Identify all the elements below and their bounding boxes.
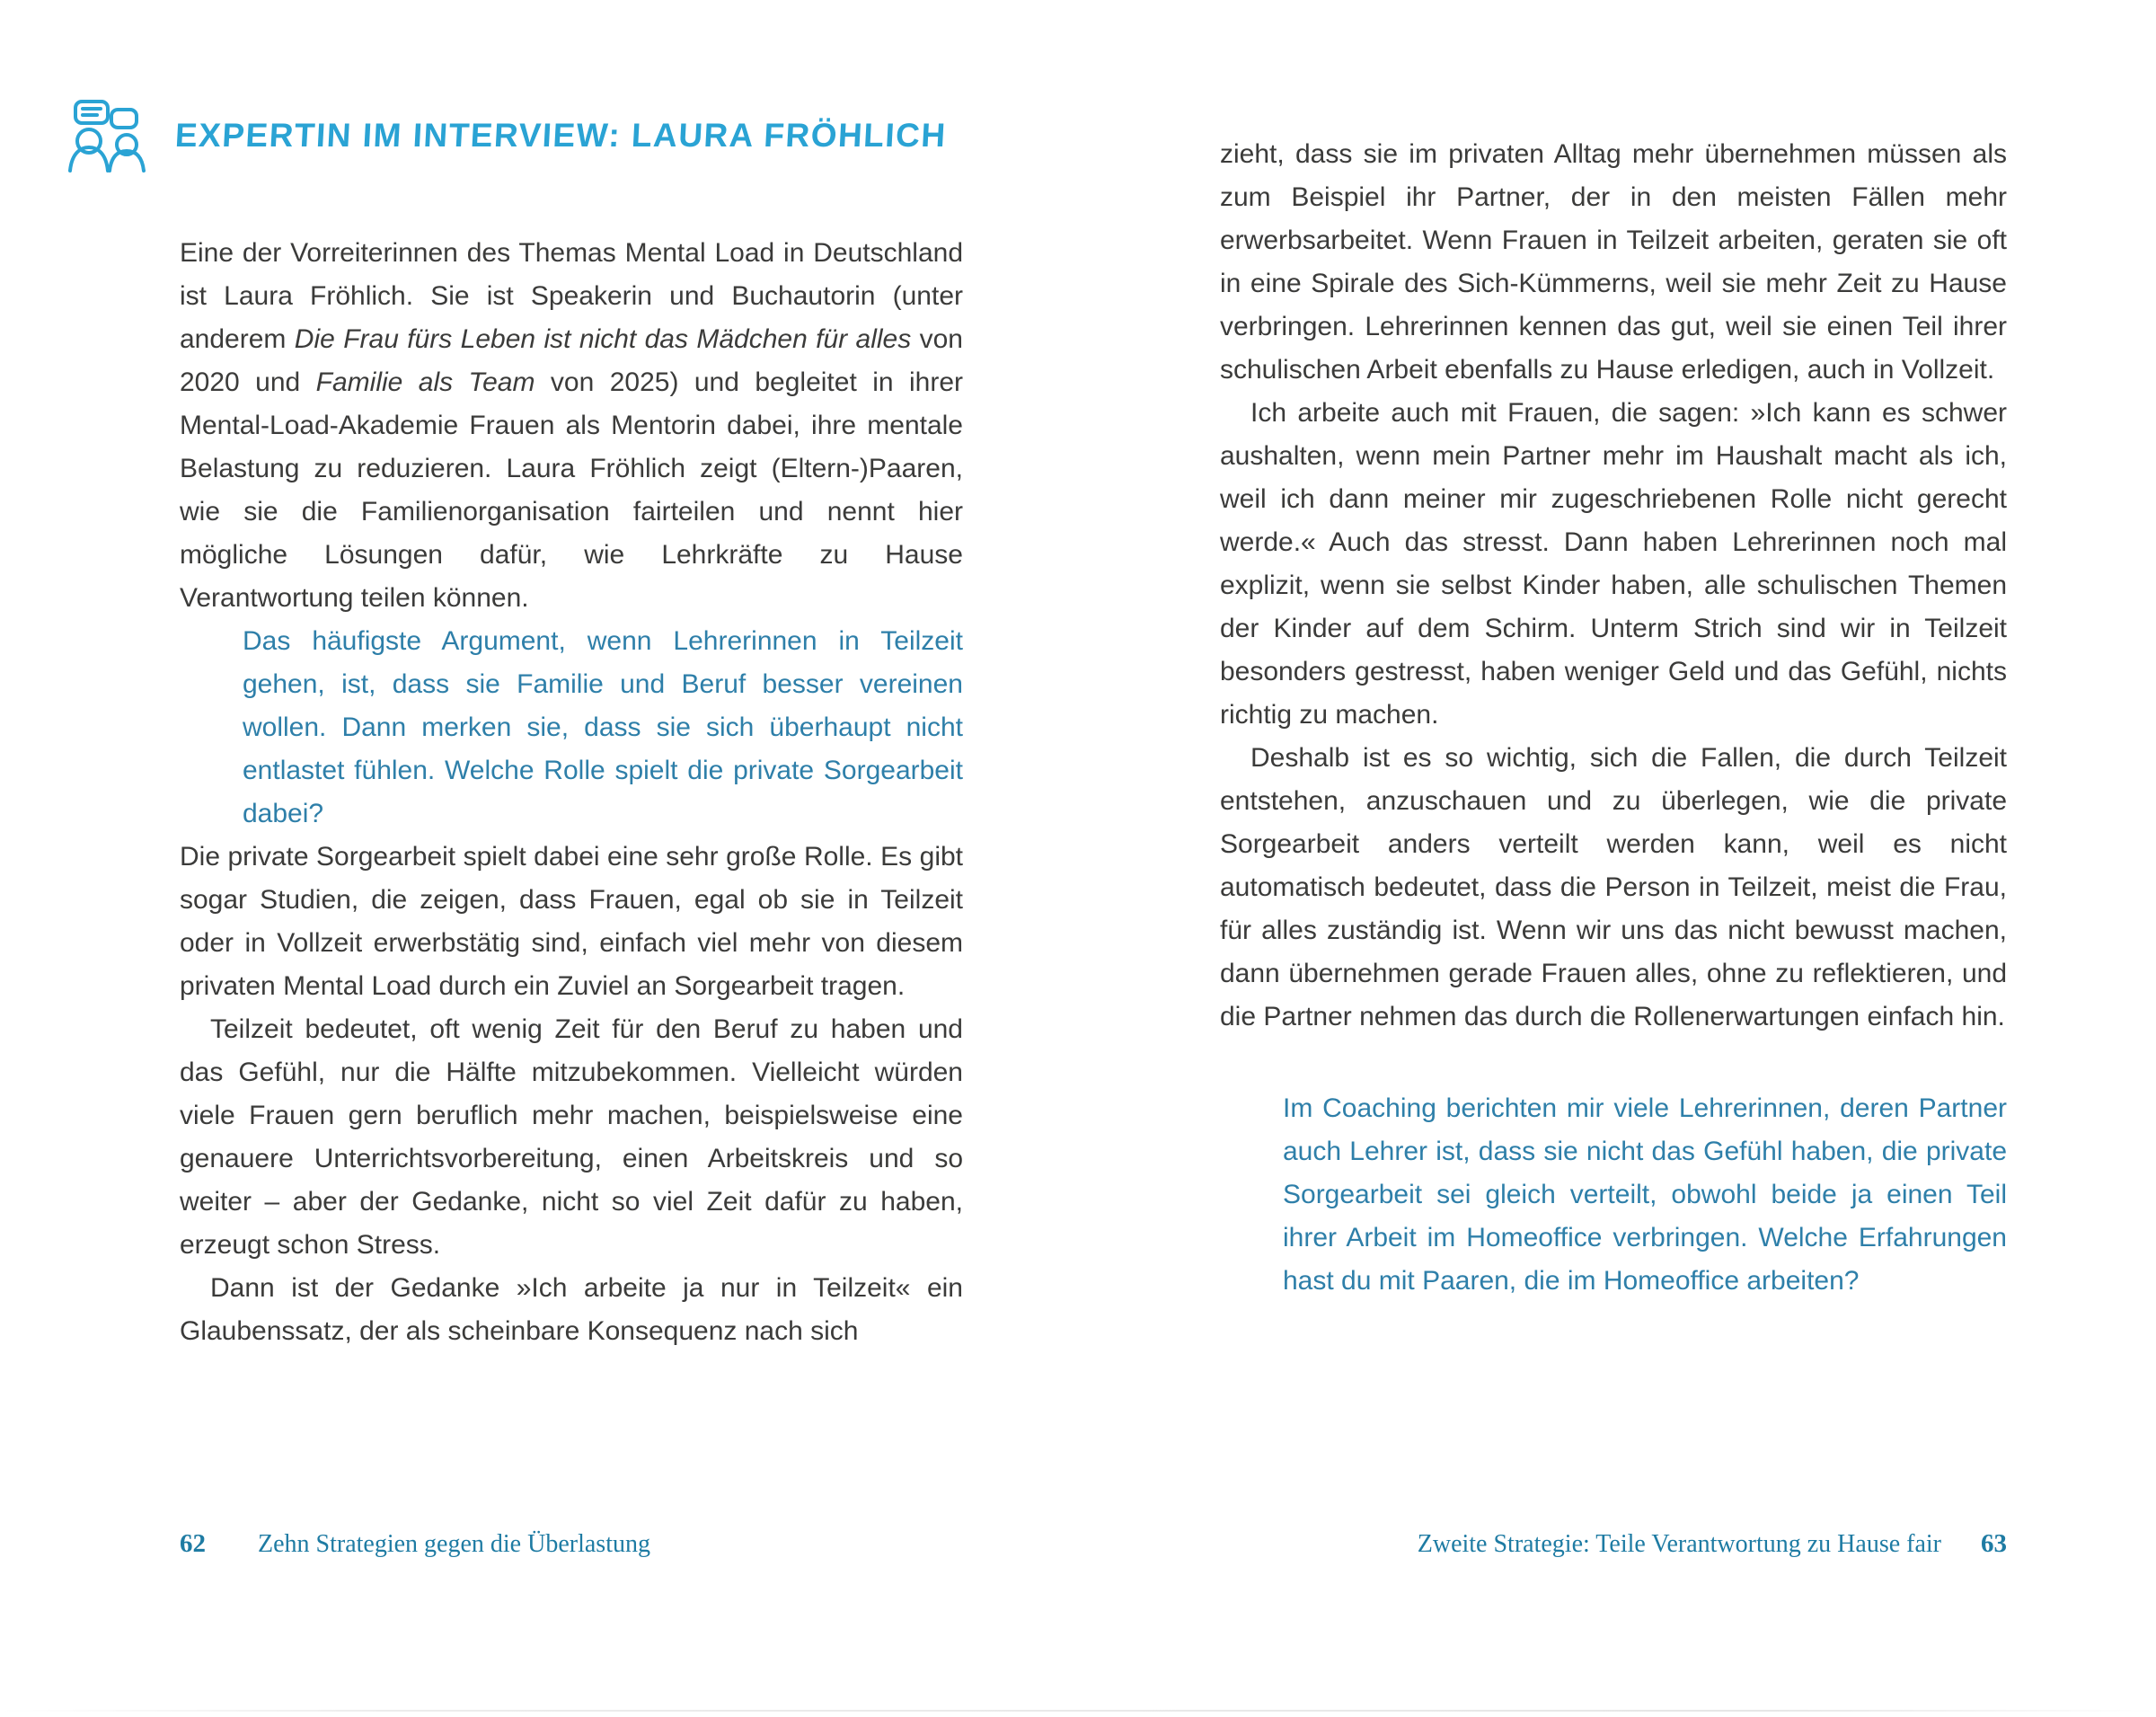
continuation-paragraph: zieht, dass sie im privaten Alltag mehr übernehmen müssen als zum Beispiel ihr Partner, der in den meisten Fällen mehr erwerbsarbeitet. Wenn Frauen in Teilzeit arbeiten, geraten sie oft in eine Spirale des Sich-Kümmerns, weil sie mehr Zeit zu Hause verbringen. Lehrerinnen kennen das gut, weil sie einen Teil ihrer schulischen Arbeit ebenfalls zu Hause erledigen, auch in Vollzeit. xyxy=(1220,139,2007,385)
chapter-title-left: Zehn Strategien gegen die Überlastung xyxy=(258,1530,650,1558)
page-edge-shadow xyxy=(0,1710,2156,1712)
answer-paragraph: Ich arbeite auch mit Frauen, die sagen: »Ich kann es schwer aushalten, wenn mein Partner mehr im Haushalt macht als ich, weil ich dann meiner mir zugeschriebenen Rolle nicht gerecht werde.« Auch das stresst. Dann haben Lehrerinnen noch mal explizit, wenn sie selbst Kinder haben, alle schulischen Themen der Kinder auf dem Schirm. Unterm Strich sind wir in Teilzeit besonders gestresst, haben weniger Geld und das Gefühl, nichts richtig zu machen. xyxy=(1220,398,2007,730)
interview-question-1: Das häufigste Argument, wenn Lehrerinnen in Teilzeit gehen, ist, dass sie Familie und Beruf besser vereinen wollen. Dann merken sie, dass sie sich überhaupt nicht entlastet fühlen. Welche Rolle spielt die private Sorgearbeit dabei? xyxy=(243,626,963,828)
intro-paragraph: Eine der Vorreiterinnen des Themas Mental Load in Deutschland ist Laura Fröhlich. Sie ist Speakerin und Buchautorin (unter anderem Die Frau fürs Leben ist nicht das Mädchen für alles von 2020 und Familie als Team von 2025) und begleitet in ihrer Mental-Load-Akademie Frauen als Mentorin dabei, ihre mentale Belastung zu reduzieren. Laura Fröhlich zeigt (Eltern-)Paaren, wie sie die Familienorganisation fairteilen und nennt hier mögliche Lösungen dafür, wie Lehrkräfte zu Hause Verantwortung teilen können. xyxy=(180,238,963,613)
page-number-right: 63 xyxy=(1981,1529,2007,1558)
answer-paragraph: Deshalb ist es so wichtig, sich die Fallen, die durch Teilzeit entstehen, anzuschauen und zu überlegen, wie die private Sorgearbeit anders verteilt werden kann, weil es nicht automatisch bedeutet, dass die Person in Teilzeit, meist die Frau, für alles zuständig ist. Wenn wir uns das nicht bewusst machen, dann übernehmen gerade Frauen alles, ohne zu reflektieren, und die Partner nehmen das durch die Rollenerwartungen einfach hin. xyxy=(1220,743,2007,1031)
page-title: EXPERTIN IM INTERVIEW: LAURA FRÖHLICH xyxy=(173,117,948,154)
right-page-footer xyxy=(1418,1529,2007,1559)
answer-paragraph: Die private Sorgearbeit spielt dabei eine sehr große Rolle. Es gibt sogar Studien, die zeigen, dass Frauen, egal ob sie in Teilzeit oder in Vollzeit erwerbstätig sind, einfach viel mehr von diesem privaten Mental Load durch ein Zuviel an Sorgearbeit tragen. xyxy=(180,842,963,1001)
chapter-title-right: Zweite Strategie: Teile Verantwortung zu Hause fair xyxy=(1417,1530,1941,1558)
left-page-footer xyxy=(180,1529,650,1559)
interview-speakers-icon xyxy=(65,99,150,173)
right-page-text-column xyxy=(1220,133,2007,1303)
interview-question-2: Im Coaching berichten mir viele Lehrerinnen, deren Partner auch Lehrer ist, dass sie nicht das Gefühl haben, die private Sorgearbeit sei gleich verteilt, obwohl beide ja einen Teil ihrer Arbeit im Homeoffice verbringen. Welche Erfahrungen hast du mit Paaren, die im Homeoffice arbeiten? xyxy=(1283,1093,2007,1296)
answer-paragraph: Dann ist der Gedanke »Ich arbeite ja nur in Teilzeit« ein Glaubenssatz, der als scheinbare Konsequenz nach sich xyxy=(180,1273,963,1346)
answer-paragraph: Teilzeit bedeutet, oft wenig Zeit für den Beruf zu haben und das Gefühl, nur die Hälfte mitzubekommen. Vielleicht würden viele Frauen gern beruflich mehr machen, beispielsweise eine genauere Unterrichtsvorbereitung, einen Arbeitskreis und so weiter – aber der Gedanke, nicht so viel Zeit dafür zu haben, erzeugt schon Stress. xyxy=(180,1014,963,1260)
left-page-text-column xyxy=(180,232,963,1353)
interview-heading xyxy=(65,99,947,173)
page-number-left: 62 xyxy=(180,1529,206,1558)
